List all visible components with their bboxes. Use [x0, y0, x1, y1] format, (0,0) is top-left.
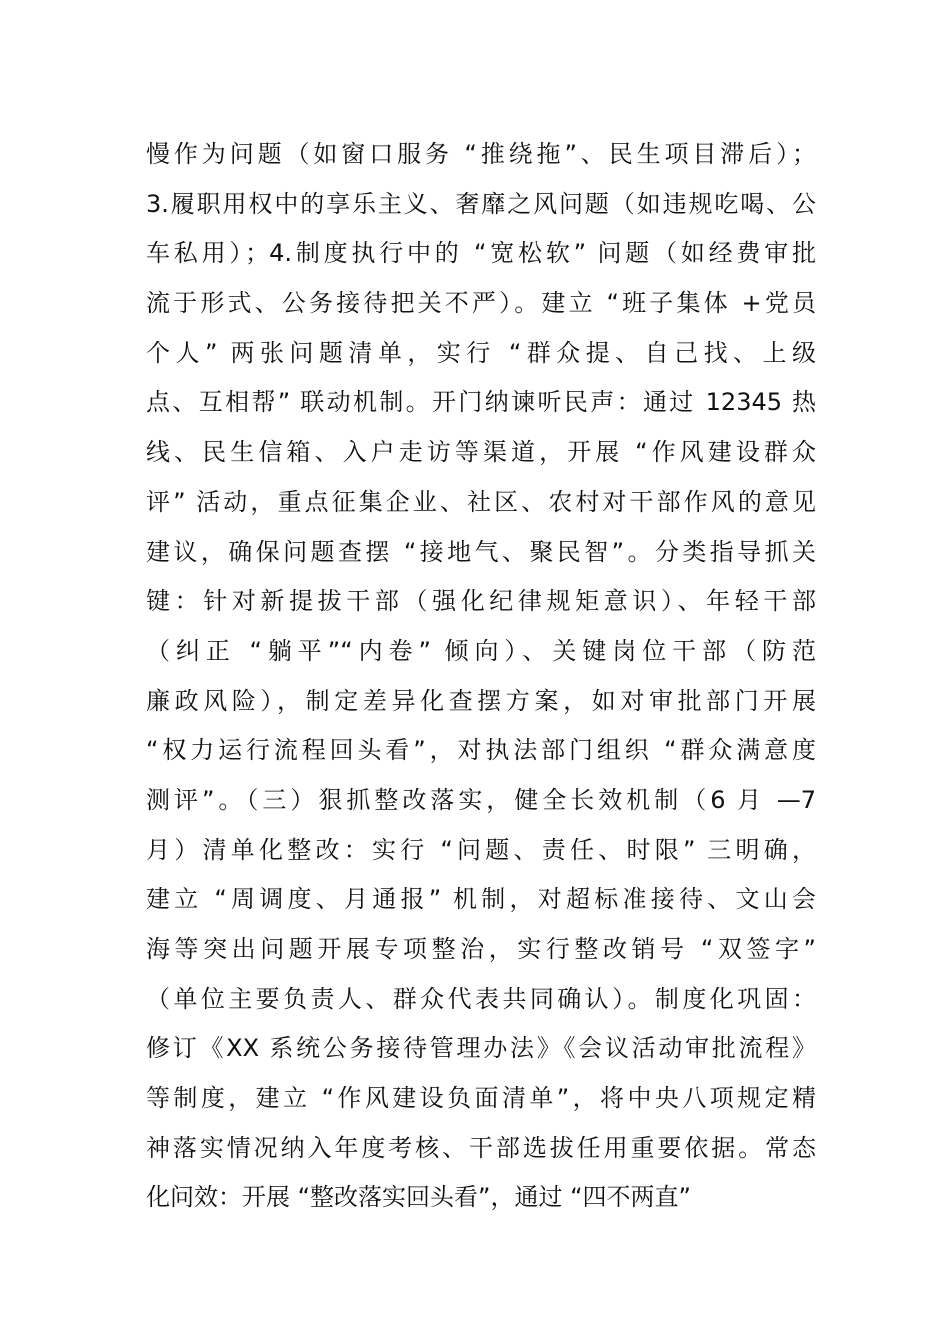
text-line: 点、互相帮” 联动机制。开门纳谏听民声：通过 12345 热 [146, 388, 816, 417]
text-line: 线、民生信箱、入户走访等渠道，开展 “作风建设群众 [146, 438, 816, 467]
body-paragraph [146, 130, 816, 1223]
text-line: （纠正 “躺平”“内卷” 倾向）、关键岗位干部（防范 [146, 636, 816, 665]
text-line: 评” 活动，重点征集企业、社区、农村对干部作风的意见 [146, 487, 816, 516]
text-line: 等制度，建立 “作风建设负面清单”，将中央八项规定精 [146, 1084, 816, 1113]
text-line: 建立 “周调度、月通报” 机制，对超标准接待、文山会 [146, 885, 816, 914]
text-line: （单位主要负责人、群众代表共同确认）。制度化巩固： [146, 984, 816, 1013]
text-line: 神落实情况纳入年度考核、干部选拔任用重要依据。常态 [146, 1133, 816, 1162]
text-line: 3.履职用权中的享乐主义、奢靡之风问题（如违规吃喝、公 [146, 189, 816, 218]
text-line: 流于形式、公务接待把关不严）。建立 “班子集体 +党员 [146, 289, 816, 318]
text-line: 月）清单化整改：实行 “问题、责任、时限” 三明确， [146, 835, 816, 864]
text-line: 建议，确保问题查摆 “接地气、聚民智”。分类指导抓关 [146, 537, 816, 566]
text-line: 廉政风险），制定差异化查摆方案，如对审批部门开展 [146, 686, 816, 715]
text-line: 车私用）；4.制度执行中的 “宽松软” 问题（如经费审批 [146, 239, 816, 268]
text-line: 测评”。（三）狠抓整改落实，健全长效机制（6 月 —7 [146, 785, 816, 814]
text-line: “权力运行流程回头看”，对执法部门组织 “群众满意度 [146, 736, 816, 765]
text-line: 个人” 两张问题清单，实行 “群众提、自己找、上级 [146, 338, 816, 367]
text-line: 慢作为问题（如窗口服务 “推绕拖”、民生项目滞后）； [146, 140, 816, 168]
text-line: 键：针对新提拔干部（强化纪律规矩意识）、年轻干部 [146, 587, 816, 616]
text-line: 化问效：开展 “整改落实回头看”，通过 “四不两直” [146, 1183, 691, 1212]
text-line: 修订《XX 系统公务接待管理办法》《会议活动审批流程》 [146, 1034, 816, 1063]
text-line: 海等突出问题开展专项整治，实行整改销号 “双签字” [146, 935, 816, 963]
